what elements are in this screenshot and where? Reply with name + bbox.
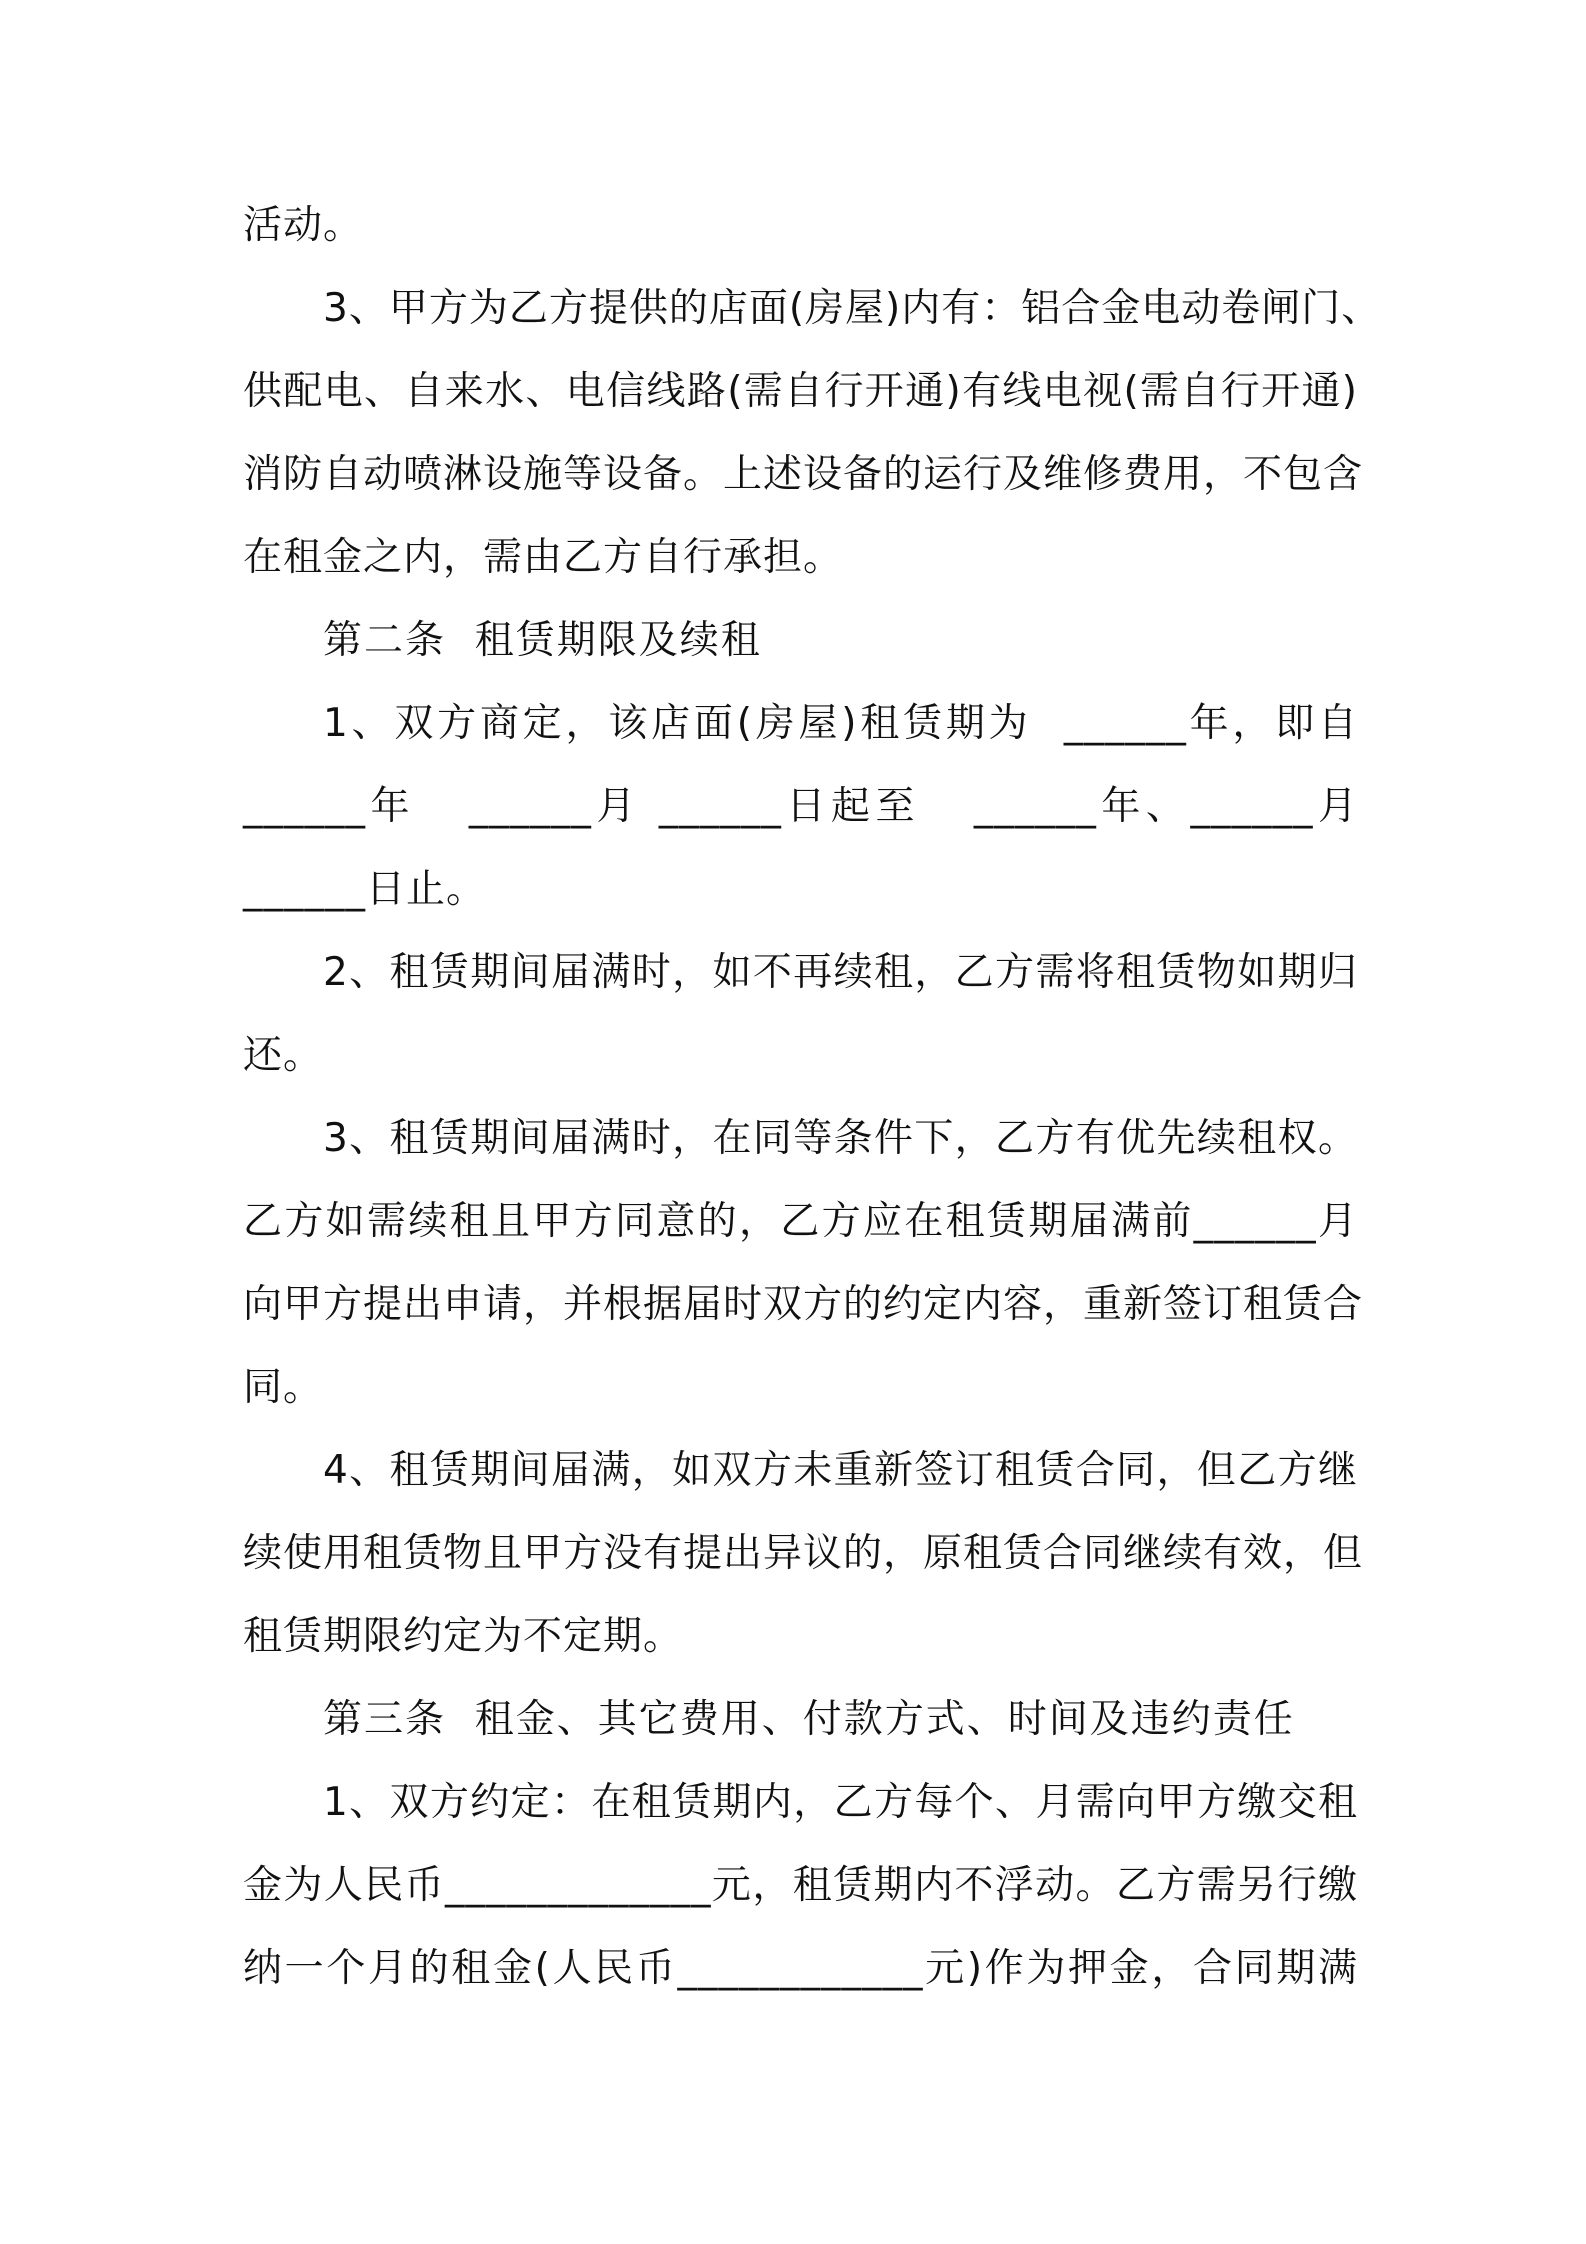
text-line: 纳一个月的租金(人民币____________元)作为押金，合同期满: [243, 1946, 1358, 1991]
text-line: 3、甲方为乙方提供的店面(房屋)内有：铝合金电动卷闸门、: [323, 286, 1382, 331]
text-line: 同。: [243, 1365, 324, 1410]
text-line: ______年 ______月 ______日起至 ______年、______月: [243, 784, 1358, 829]
section-heading: 第二条 租赁期限及续租: [323, 618, 762, 663]
text-line: 活动。: [243, 203, 364, 248]
text-line: 3、租赁期间届满时，在同等条件下，乙方有优先续租权。: [323, 1116, 1358, 1161]
text-line: 2、租赁期间届满时，如不再续租，乙方需将租赁物如期归: [323, 950, 1358, 995]
text-line: 租赁期限约定为不定期。: [243, 1614, 684, 1659]
text-line: 消防自动喷淋设施等设备。上述设备的运行及维修费用，不包含: [243, 452, 1364, 497]
text-line: ______日止。: [243, 867, 487, 912]
text-line: 乙方如需续租且甲方同意的，乙方应在租赁期届满前______月: [243, 1199, 1358, 1244]
text-line: 1、双方商定，该店面(房屋)租赁期为 ______年，即自: [323, 701, 1358, 746]
text-line: 供配电、自来水、电信线路(需自行开通)有线电视(需自行开通): [243, 369, 1358, 414]
text-line: 4、租赁期间届满，如双方未重新签订租赁合同，但乙方继: [323, 1448, 1358, 1493]
text-line: 1、双方约定：在租赁期内，乙方每个、月需向甲方缴交租: [323, 1780, 1358, 1825]
section-heading: 第三条 租金、其它费用、付款方式、时间及违约责任: [323, 1697, 1295, 1742]
text-line: 金为人民币_____________元，租赁期内不浮动。乙方需另行缴: [243, 1863, 1358, 1908]
text-line: 续使用租赁物且甲方没有提出异议的，原租赁合同继续有效，但: [243, 1531, 1364, 1576]
text-line: 在租金之内，需由乙方自行承担。: [243, 535, 844, 580]
text-line: 向甲方提出申请，并根据届时双方的约定内容，重新签订租赁合: [243, 1282, 1364, 1327]
text-line: 还。: [243, 1033, 324, 1078]
